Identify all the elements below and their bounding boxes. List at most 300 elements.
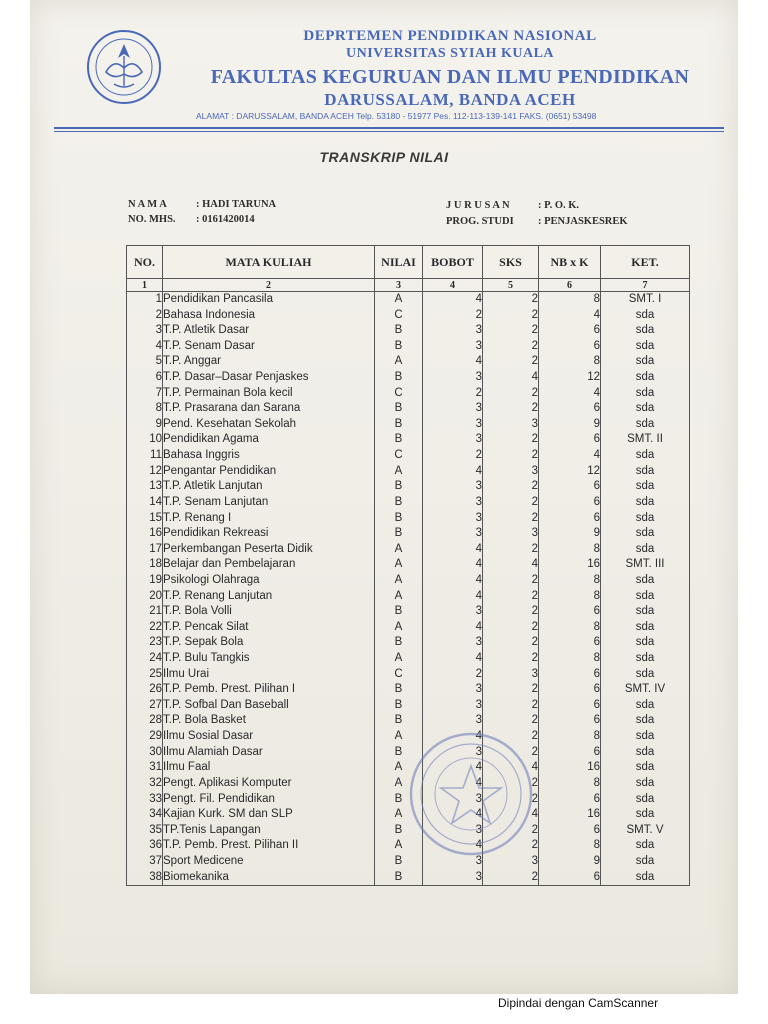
grade: A xyxy=(375,838,423,854)
remark: sda xyxy=(601,495,690,511)
weight: 3 xyxy=(423,682,483,698)
student-prog-row xyxy=(446,216,628,227)
col-header-grade: NILAI xyxy=(375,246,423,279)
table-row xyxy=(127,386,690,402)
credits: 2 xyxy=(483,682,539,698)
credits: 2 xyxy=(483,511,539,527)
course-name: Pend. Kesehatan Sekolah xyxy=(163,417,375,433)
grade: A xyxy=(375,292,423,308)
course-name: T.P. Sofbal Dan Baseball xyxy=(163,698,375,714)
table-row xyxy=(127,464,690,480)
remark: sda xyxy=(601,713,690,729)
row-number: 35 xyxy=(127,823,163,839)
remark: sda xyxy=(601,573,690,589)
row-number: 10 xyxy=(127,432,163,448)
grade-points: 8 xyxy=(539,729,601,745)
header-university: UNIVERSITAS SYIAH KUALA xyxy=(345,46,555,61)
weight: 3 xyxy=(423,401,483,417)
remark: SMT. V xyxy=(601,823,690,839)
grade-points: 6 xyxy=(539,792,601,808)
row-number: 33 xyxy=(127,792,163,808)
weight: 4 xyxy=(423,729,483,745)
grade-points: 12 xyxy=(539,370,601,386)
grade-points: 6 xyxy=(539,604,601,620)
student-dept-row xyxy=(446,200,579,211)
weight: 3 xyxy=(423,511,483,527)
course-name: T.P. Bola Basket xyxy=(163,713,375,729)
header-faculty: FAKULTAS KEGURUAN DAN ILMU PENDIDIKAN xyxy=(210,66,690,88)
course-name: Belajar dan Pembelajaran xyxy=(163,557,375,573)
weight: 3 xyxy=(423,604,483,620)
credits: 2 xyxy=(483,542,539,558)
grade-points: 6 xyxy=(539,479,601,495)
credits: 2 xyxy=(483,745,539,761)
row-number: 12 xyxy=(127,464,163,480)
table-row xyxy=(127,417,690,433)
grade-points: 4 xyxy=(539,386,601,402)
row-number: 16 xyxy=(127,526,163,542)
credits: 2 xyxy=(483,589,539,605)
course-name: Kajian Kurk. SM dan SLP xyxy=(163,807,375,823)
grade: B xyxy=(375,339,423,355)
row-number: 2 xyxy=(127,308,163,324)
col-number: 6 xyxy=(539,279,601,292)
grade: A xyxy=(375,464,423,480)
table-row xyxy=(127,667,690,683)
table-row xyxy=(127,308,690,324)
grade: B xyxy=(375,698,423,714)
remark: sda xyxy=(601,542,690,558)
grade-points: 6 xyxy=(539,511,601,527)
grade: A xyxy=(375,760,423,776)
weight: 3 xyxy=(423,698,483,714)
col-header-remark: KET. xyxy=(601,246,690,279)
grade: B xyxy=(375,401,423,417)
credits: 2 xyxy=(483,401,539,417)
row-number: 20 xyxy=(127,589,163,605)
grade: A xyxy=(375,542,423,558)
course-name: Ilmu Alamiah Dasar xyxy=(163,745,375,761)
course-name: T.P. Senam Lanjutan xyxy=(163,495,375,511)
course-name: T.P. Permainan Bola kecil xyxy=(163,386,375,402)
col-header-credits: SKS xyxy=(483,246,539,279)
table-row xyxy=(127,354,690,370)
col-number: 1 xyxy=(127,279,163,292)
course-name: T.P. Prasarana dan Sarana xyxy=(163,401,375,417)
grade: A xyxy=(375,776,423,792)
table-row xyxy=(127,323,690,339)
weight: 2 xyxy=(423,448,483,464)
remark: sda xyxy=(601,729,690,745)
grade-points: 6 xyxy=(539,870,601,886)
weight: 4 xyxy=(423,651,483,667)
weight: 4 xyxy=(423,464,483,480)
grade-points: 6 xyxy=(539,339,601,355)
credits: 2 xyxy=(483,698,539,714)
remark: sda xyxy=(601,792,690,808)
credits: 3 xyxy=(483,526,539,542)
row-number: 8 xyxy=(127,401,163,417)
course-name: Bahasa Inggris xyxy=(163,448,375,464)
grade: A xyxy=(375,557,423,573)
remark: sda xyxy=(601,589,690,605)
remark: SMT. I xyxy=(601,292,690,308)
grade: B xyxy=(375,713,423,729)
credits: 4 xyxy=(483,807,539,823)
table-row xyxy=(127,292,690,308)
row-number: 22 xyxy=(127,620,163,636)
remark: sda xyxy=(601,308,690,324)
course-name: T.P. Bola Volli xyxy=(163,604,375,620)
remark: sda xyxy=(601,417,690,433)
grade: B xyxy=(375,635,423,651)
grade: B xyxy=(375,823,423,839)
remark: sda xyxy=(601,448,690,464)
name-value: : HADI TARUNA xyxy=(196,199,277,210)
grade-points: 8 xyxy=(539,542,601,558)
grade-points: 16 xyxy=(539,807,601,823)
weight: 3 xyxy=(423,417,483,433)
row-number: 18 xyxy=(127,557,163,573)
remark: sda xyxy=(601,354,690,370)
table-row xyxy=(127,401,690,417)
credits: 2 xyxy=(483,292,539,308)
credits: 2 xyxy=(483,635,539,651)
credits: 4 xyxy=(483,557,539,573)
grade: A xyxy=(375,729,423,745)
grade-points: 6 xyxy=(539,823,601,839)
weight: 3 xyxy=(423,792,483,808)
credits: 2 xyxy=(483,713,539,729)
table-row xyxy=(127,557,690,573)
grade-points: 8 xyxy=(539,620,601,636)
nim-value: : 0161420014 xyxy=(196,214,255,225)
remark: SMT. IV xyxy=(601,682,690,698)
grade: B xyxy=(375,870,423,886)
university-crest-icon xyxy=(84,28,164,106)
credits: 2 xyxy=(483,729,539,745)
weight: 4 xyxy=(423,354,483,370)
weight: 2 xyxy=(423,308,483,324)
grade-points: 8 xyxy=(539,651,601,667)
course-name: T.P. Dasar–Dasar Penjaskes xyxy=(163,370,375,386)
row-number: 27 xyxy=(127,698,163,714)
course-name: Pendidikan Rekreasi xyxy=(163,526,375,542)
course-name: Psikologi Olahraga xyxy=(163,573,375,589)
grade-points: 4 xyxy=(539,448,601,464)
grade: C xyxy=(375,386,423,402)
remark: sda xyxy=(601,479,690,495)
grade-points: 16 xyxy=(539,760,601,776)
row-number: 5 xyxy=(127,354,163,370)
table-row xyxy=(127,542,690,558)
weight: 3 xyxy=(423,635,483,651)
weight: 4 xyxy=(423,542,483,558)
credits: 2 xyxy=(483,604,539,620)
weight: 4 xyxy=(423,573,483,589)
row-number: 36 xyxy=(127,838,163,854)
grade: A xyxy=(375,354,423,370)
course-name: Pengt. Fil. Pendidikan xyxy=(163,792,375,808)
remark: sda xyxy=(601,401,690,417)
col-header-no: NO. xyxy=(127,246,163,279)
remark: sda xyxy=(601,511,690,527)
remark: sda xyxy=(601,323,690,339)
credits: 4 xyxy=(483,370,539,386)
dept-label: J U R U S A N xyxy=(446,200,510,211)
table-row xyxy=(127,635,690,651)
header-city: DARUSSALAM, BANDA ACEH xyxy=(324,90,576,109)
row-number: 21 xyxy=(127,604,163,620)
remark: sda xyxy=(601,635,690,651)
grade: B xyxy=(375,854,423,870)
row-number: 11 xyxy=(127,448,163,464)
grade: B xyxy=(375,495,423,511)
col-header-weight: BOBOT xyxy=(423,246,483,279)
table-row xyxy=(127,573,690,589)
remark: sda xyxy=(601,526,690,542)
grade: B xyxy=(375,792,423,808)
credits: 2 xyxy=(483,495,539,511)
weight: 4 xyxy=(423,838,483,854)
remark: sda xyxy=(601,464,690,480)
row-number: 34 xyxy=(127,807,163,823)
remark: sda xyxy=(601,854,690,870)
credits: 2 xyxy=(483,870,539,886)
grade-points: 9 xyxy=(539,854,601,870)
course-name: T.P. Pemb. Prest. Pilihan I xyxy=(163,682,375,698)
remark: sda xyxy=(601,370,690,386)
grade: B xyxy=(375,511,423,527)
weight: 3 xyxy=(423,339,483,355)
grade-points: 6 xyxy=(539,713,601,729)
col-number: 2 xyxy=(163,279,375,292)
row-number: 38 xyxy=(127,870,163,886)
course-name: Biomekanika xyxy=(163,870,375,886)
weight: 4 xyxy=(423,760,483,776)
col-header-course: MATA KULIAH xyxy=(163,246,375,279)
table-row xyxy=(127,604,690,620)
header-ministry: DEPRTEMEN PENDIDIKAN NASIONAL xyxy=(303,28,597,44)
grade: C xyxy=(375,667,423,683)
course-name: Pendidikan Agama xyxy=(163,432,375,448)
weight: 3 xyxy=(423,823,483,839)
weight: 4 xyxy=(423,589,483,605)
grade: B xyxy=(375,682,423,698)
grade-points: 8 xyxy=(539,573,601,589)
document-title: TRANSKRIP NILAI xyxy=(319,149,449,165)
weight: 2 xyxy=(423,386,483,402)
table-row xyxy=(127,479,690,495)
remark: sda xyxy=(601,745,690,761)
table-row xyxy=(127,495,690,511)
grade-points: 8 xyxy=(539,838,601,854)
grade-points: 12 xyxy=(539,464,601,480)
table-row xyxy=(127,448,690,464)
remark: sda xyxy=(601,620,690,636)
table-row xyxy=(127,651,690,667)
row-number: 7 xyxy=(127,386,163,402)
credits: 2 xyxy=(483,620,539,636)
course-name: Sport Medicene xyxy=(163,854,375,870)
remark: sda xyxy=(601,339,690,355)
course-name: T.P. Renang Lanjutan xyxy=(163,589,375,605)
grade: B xyxy=(375,370,423,386)
credits: 2 xyxy=(483,792,539,808)
course-name: Pengantar Pendidikan xyxy=(163,464,375,480)
table-row xyxy=(127,713,690,729)
course-name: Pengt. Aplikasi Komputer xyxy=(163,776,375,792)
grade-points: 6 xyxy=(539,495,601,511)
table-row xyxy=(127,370,690,386)
official-stamp-icon xyxy=(405,730,537,858)
col-number: 4 xyxy=(423,279,483,292)
weight: 3 xyxy=(423,479,483,495)
course-name: T.P. Anggar xyxy=(163,354,375,370)
row-number: 19 xyxy=(127,573,163,589)
grade-points: 6 xyxy=(539,635,601,651)
row-number: 37 xyxy=(127,854,163,870)
remark: SMT. III xyxy=(601,557,690,573)
grade-points: 6 xyxy=(539,323,601,339)
credits: 3 xyxy=(483,667,539,683)
credits: 2 xyxy=(483,386,539,402)
credits: 3 xyxy=(483,417,539,433)
remark: SMT. II xyxy=(601,432,690,448)
remark: sda xyxy=(601,667,690,683)
credits: 2 xyxy=(483,354,539,370)
row-number: 3 xyxy=(127,323,163,339)
grade-points: 6 xyxy=(539,682,601,698)
grade: A xyxy=(375,651,423,667)
course-name: T.P. Renang I xyxy=(163,511,375,527)
credits: 2 xyxy=(483,776,539,792)
credits: 2 xyxy=(483,573,539,589)
weight: 4 xyxy=(423,776,483,792)
row-number: 29 xyxy=(127,729,163,745)
header-address: ALAMAT : DARUSSALAM, BANDA ACEH Telp. 53180 - 51977 Pes. 112-113-139-141 FAKS. (0651) 53498 xyxy=(196,111,597,121)
table-row xyxy=(127,526,690,542)
credits: 2 xyxy=(483,432,539,448)
grade-points: 8 xyxy=(539,776,601,792)
credits: 4 xyxy=(483,760,539,776)
grade: A xyxy=(375,573,423,589)
row-number: 25 xyxy=(127,667,163,683)
weight: 4 xyxy=(423,292,483,308)
grade: C xyxy=(375,448,423,464)
weight: 4 xyxy=(423,620,483,636)
weight: 3 xyxy=(423,432,483,448)
grade-points: 8 xyxy=(539,292,601,308)
row-number: 13 xyxy=(127,479,163,495)
grade: B xyxy=(375,479,423,495)
grade-points: 9 xyxy=(539,417,601,433)
grade-points: 6 xyxy=(539,667,601,683)
remark: sda xyxy=(601,807,690,823)
row-number: 30 xyxy=(127,745,163,761)
course-name: T.P. Pencak Silat xyxy=(163,620,375,636)
remark: sda xyxy=(601,651,690,667)
weight: 2 xyxy=(423,667,483,683)
col-number: 7 xyxy=(601,279,690,292)
grade-points: 4 xyxy=(539,308,601,324)
course-name: Ilmu Sosial Dasar xyxy=(163,729,375,745)
credits: 3 xyxy=(483,464,539,480)
credits: 2 xyxy=(483,323,539,339)
grade: A xyxy=(375,620,423,636)
row-number: 32 xyxy=(127,776,163,792)
course-name: Ilmu Faal xyxy=(163,760,375,776)
course-name: T.P. Bulu Tangkis xyxy=(163,651,375,667)
remark: sda xyxy=(601,776,690,792)
remark: sda xyxy=(601,760,690,776)
course-name: Bahasa Indonesia xyxy=(163,308,375,324)
header-rule xyxy=(54,127,724,129)
weight: 4 xyxy=(423,807,483,823)
remark: sda xyxy=(601,838,690,854)
row-number: 4 xyxy=(127,339,163,355)
grade-points: 6 xyxy=(539,401,601,417)
col-number: 3 xyxy=(375,279,423,292)
table-row xyxy=(127,620,690,636)
weight: 3 xyxy=(423,854,483,870)
grade-points: 6 xyxy=(539,745,601,761)
weight: 3 xyxy=(423,370,483,386)
course-name: T.P. Pemb. Prest. Pilihan II xyxy=(163,838,375,854)
credits: 3 xyxy=(483,854,539,870)
grade: B xyxy=(375,432,423,448)
course-name: TP.Tenis Lapangan xyxy=(163,823,375,839)
course-name: T.P. Senam Dasar xyxy=(163,339,375,355)
dept-value: : P. O. K. xyxy=(538,200,580,211)
grade: A xyxy=(375,589,423,605)
table-row xyxy=(127,339,690,355)
row-number: 24 xyxy=(127,651,163,667)
name-label: N A M A xyxy=(128,199,167,210)
grade: B xyxy=(375,417,423,433)
credits: 2 xyxy=(483,838,539,854)
grade: B xyxy=(375,604,423,620)
weight: 3 xyxy=(423,323,483,339)
grade: A xyxy=(375,807,423,823)
credits: 2 xyxy=(483,479,539,495)
weight: 3 xyxy=(423,495,483,511)
prog-label: PROG. STUDI xyxy=(446,216,514,227)
table-row xyxy=(127,432,690,448)
table-row xyxy=(127,698,690,714)
grade: B xyxy=(375,323,423,339)
credits: 2 xyxy=(483,308,539,324)
row-number: 14 xyxy=(127,495,163,511)
course-name: Perkembangan Peserta Didik xyxy=(163,542,375,558)
course-name: T.P. Sepak Bola xyxy=(163,635,375,651)
credits: 2 xyxy=(483,448,539,464)
row-number: 28 xyxy=(127,713,163,729)
row-number: 26 xyxy=(127,682,163,698)
table-row xyxy=(127,589,690,605)
grade-points: 8 xyxy=(539,354,601,370)
table-row xyxy=(127,682,690,698)
row-number: 6 xyxy=(127,370,163,386)
row-number: 31 xyxy=(127,760,163,776)
course-name: T.P. Atletik Dasar xyxy=(163,323,375,339)
table-row xyxy=(127,870,690,886)
row-number: 23 xyxy=(127,635,163,651)
weight: 3 xyxy=(423,713,483,729)
grade-points: 6 xyxy=(539,432,601,448)
remark: sda xyxy=(601,386,690,402)
table-row xyxy=(127,511,690,527)
